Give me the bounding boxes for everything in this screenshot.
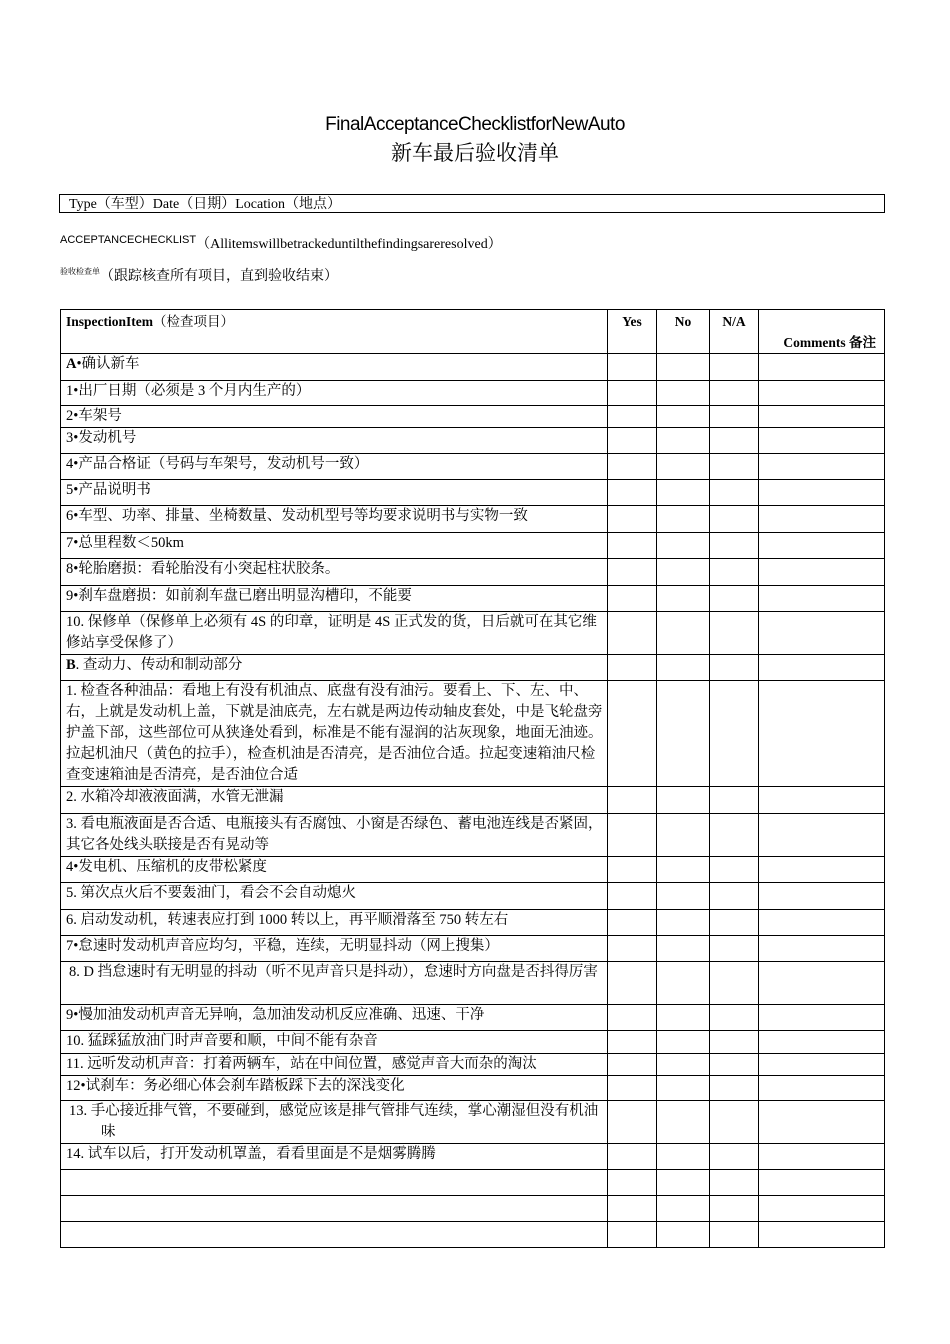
inspection-item-text: 8. D 挡怠速时有无明显的抖动（听不见声音只是抖动），怠速时方向盘是否抖得厉害: [69, 964, 598, 980]
na-cell[interactable]: [710, 1196, 759, 1222]
inspection-item-cell: [61, 787, 608, 814]
inspection-item-text: 13. 手心接近排气管，不要碰到，感觉应该是排气管排气连续，掌心潮湿但没有机油味: [69, 1103, 599, 1140]
yes-cell[interactable]: [608, 1076, 657, 1101]
inspection-item-text: 2•车架号: [66, 408, 122, 424]
inspection-item-cell: [61, 1031, 608, 1054]
comments-cell[interactable]: [759, 381, 885, 406]
na-cell[interactable]: [710, 406, 759, 428]
na-cell[interactable]: [710, 559, 759, 586]
header-no: No: [657, 310, 710, 354]
table-header-row: [61, 310, 885, 354]
inspection-item-cell: [61, 533, 608, 559]
table-row: [61, 454, 885, 480]
na-cell[interactable]: [710, 883, 759, 910]
inspection-item-text: 5•产品说明书: [66, 482, 151, 498]
comments-cell[interactable]: [759, 612, 885, 655]
table-row: [61, 586, 885, 612]
inspection-item-cell: [61, 962, 608, 1005]
yes-cell[interactable]: [608, 1005, 657, 1031]
na-cell[interactable]: [710, 586, 759, 612]
no-cell[interactable]: [657, 586, 710, 612]
na-cell[interactable]: [710, 1101, 759, 1144]
no-cell[interactable]: [657, 1101, 710, 1144]
na-cell[interactable]: [710, 354, 759, 381]
table-row: [61, 1101, 885, 1144]
inspection-item-text: 1. 检查各种油品：看地上有没有机油点、底盘有没有油污。要看上、下、左、中、右，上就是发动机上盖，下就是油底壳，左右就是两边传动轴皮套处，中是飞轮盘旁护盖下部，这些部位可从狭逢处看到，标准是不能有湿润的沾灰现象，地面无油迹。拉起机油尺（黄色的拉手），检查机油是否清亮，是否油位合适。拉起变速箱油尺检查变速箱油是否清亮，是否油位合适: [66, 683, 603, 783]
table-row: [61, 936, 885, 962]
table-row: [61, 1054, 885, 1076]
inspection-item-cell: [61, 1222, 608, 1248]
no-cell[interactable]: [657, 655, 710, 681]
acceptance-checklist-line: [60, 233, 502, 253]
table-row: [61, 883, 885, 910]
inspection-item-text: 9•慢加油发动机声音无异响，急加油发动机反应准确、迅速、干净: [66, 1007, 485, 1023]
na-cell[interactable]: [710, 787, 759, 814]
no-cell[interactable]: [657, 1144, 710, 1170]
comments-cell[interactable]: [759, 406, 885, 428]
no-cell[interactable]: [657, 910, 710, 936]
yes-cell[interactable]: [608, 962, 657, 1005]
table-row: [61, 1196, 885, 1222]
no-cell[interactable]: [657, 1031, 710, 1054]
no-cell[interactable]: [657, 1196, 710, 1222]
inspection-item-cell: [61, 883, 608, 910]
no-cell[interactable]: [657, 681, 710, 787]
comments-cell[interactable]: [759, 962, 885, 1005]
inspection-item-text: 10. 保修单（保修单上必须有 4S 的印章，证明是 4S 正式发的货，日后就可在其它维修站享受保修了）: [66, 614, 597, 651]
yes-cell[interactable]: [608, 480, 657, 506]
table-row: [61, 1170, 885, 1196]
na-cell[interactable]: [710, 1170, 759, 1196]
na-cell[interactable]: [710, 612, 759, 655]
yes-cell[interactable]: [608, 381, 657, 406]
inspection-item-text: 12•试刹车：务必细心体会刹车踏板踩下去的深浅变化: [66, 1078, 405, 1094]
comments-cell[interactable]: [759, 814, 885, 857]
inspection-checklist-table: [60, 309, 885, 1248]
no-cell[interactable]: [657, 814, 710, 857]
header-item-zh: （检查项目）: [153, 314, 234, 329]
section-letter: A: [66, 356, 77, 372]
no-cell[interactable]: [657, 1054, 710, 1076]
na-cell[interactable]: [710, 936, 759, 962]
table-row: [61, 814, 885, 857]
no-cell[interactable]: [657, 454, 710, 480]
na-cell[interactable]: [710, 454, 759, 480]
no-cell[interactable]: [657, 936, 710, 962]
comments-cell[interactable]: [759, 1005, 885, 1031]
table-row: [61, 1076, 885, 1101]
na-cell[interactable]: [710, 857, 759, 883]
type-date-location-box: [59, 194, 885, 213]
yes-cell[interactable]: [608, 454, 657, 480]
na-cell[interactable]: [710, 506, 759, 533]
comments-cell[interactable]: [759, 559, 885, 586]
inspection-item-text: 4•产品合格证（号码与车架号，发动机号一致）: [66, 456, 369, 472]
no-cell[interactable]: [657, 612, 710, 655]
table-row: [61, 962, 885, 1005]
comments-cell[interactable]: [759, 1170, 885, 1196]
inspection-item-text: . 查动力、传动和制动部分: [75, 657, 243, 673]
table-row: [61, 480, 885, 506]
yes-cell[interactable]: [608, 1144, 657, 1170]
no-cell[interactable]: [657, 1076, 710, 1101]
inspection-item-text: 7•怠速时发动机声音应均匀，平稳，连续，无明显抖动（网上搜集）: [66, 938, 499, 954]
header-yes: Yes: [608, 310, 657, 354]
table-row: [61, 1005, 885, 1031]
comments-cell[interactable]: [759, 1054, 885, 1076]
inspection-item-text: 5. 第次点火后不要轰油门，看会不会自动熄火: [66, 885, 356, 901]
no-cell[interactable]: [657, 962, 710, 1005]
na-cell[interactable]: [710, 428, 759, 454]
inspection-item-cell: [61, 559, 608, 586]
comments-cell[interactable]: [759, 506, 885, 533]
yes-cell[interactable]: [608, 354, 657, 381]
yes-cell[interactable]: [608, 883, 657, 910]
comments-cell[interactable]: [759, 480, 885, 506]
table-row: [61, 559, 885, 586]
na-cell[interactable]: [710, 1144, 759, 1170]
inspection-item-cell: [61, 1144, 608, 1170]
yes-cell[interactable]: [608, 1196, 657, 1222]
comments-cell[interactable]: [759, 681, 885, 787]
na-cell[interactable]: [710, 381, 759, 406]
comments-cell[interactable]: [759, 1101, 885, 1144]
no-cell[interactable]: [657, 381, 710, 406]
yes-cell[interactable]: [608, 936, 657, 962]
comments-cell[interactable]: [759, 936, 885, 962]
no-cell[interactable]: [657, 428, 710, 454]
inspection-item-text: 8•轮胎磨损：看轮胎没有小突起柱状胶条。: [66, 561, 340, 577]
comments-cell[interactable]: [759, 883, 885, 910]
na-cell[interactable]: [710, 655, 759, 681]
inspection-item-cell: [61, 1101, 608, 1144]
yes-cell[interactable]: [608, 814, 657, 857]
yes-cell[interactable]: [608, 559, 657, 586]
inspection-item-cell: [61, 406, 608, 428]
inspection-item-cell: [61, 681, 608, 787]
table-row: [61, 406, 885, 428]
header-item-en: InspectionItem: [66, 314, 153, 329]
yes-cell[interactable]: [608, 1054, 657, 1076]
inspection-item-cell: [61, 1005, 608, 1031]
page-title-english: FinalAcceptanceChecklistforNewAuto: [325, 114, 625, 135]
yes-cell[interactable]: [608, 910, 657, 936]
no-cell[interactable]: [657, 1170, 710, 1196]
table-row: [61, 381, 885, 406]
no-cell[interactable]: [657, 1222, 710, 1248]
inspection-item-cell: [61, 1054, 608, 1076]
table-row: [61, 428, 885, 454]
table-row: [61, 612, 885, 655]
comments-cell[interactable]: [759, 586, 885, 612]
comments-cell[interactable]: [759, 1222, 885, 1248]
header-comments: Comments 备注: [759, 310, 885, 354]
na-cell[interactable]: [710, 1076, 759, 1101]
yes-cell[interactable]: [608, 428, 657, 454]
yes-cell[interactable]: [608, 612, 657, 655]
inspection-item-cell: [61, 655, 608, 681]
header-na: N/A: [710, 310, 759, 354]
yes-cell[interactable]: [608, 857, 657, 883]
inspection-item-cell: [61, 910, 608, 936]
no-cell[interactable]: [657, 480, 710, 506]
inspection-item-cell: [61, 428, 608, 454]
na-cell[interactable]: [710, 1222, 759, 1248]
inspection-item-cell: [61, 612, 608, 655]
inspection-item-cell: [61, 480, 608, 506]
inspection-item-cell: [61, 354, 608, 381]
table-row: [61, 910, 885, 936]
inspection-item-text: 10. 猛踩猛放油门时声音要和顺，中间不能有杂音: [66, 1033, 378, 1049]
comments-cell[interactable]: [759, 857, 885, 883]
yes-cell[interactable]: [608, 1170, 657, 1196]
inspection-item-text: 4•发电机、压缩机的皮带松紧度: [66, 859, 267, 875]
inspection-item-text: 3•发动机号: [66, 430, 137, 446]
comments-cell[interactable]: [759, 1144, 885, 1170]
inspection-item-cell: [61, 814, 608, 857]
yes-cell[interactable]: [608, 506, 657, 533]
na-cell[interactable]: [710, 910, 759, 936]
comments-cell[interactable]: [759, 1196, 885, 1222]
comments-cell[interactable]: [759, 787, 885, 814]
na-cell[interactable]: [710, 814, 759, 857]
yes-cell[interactable]: [608, 1031, 657, 1054]
no-cell[interactable]: [657, 559, 710, 586]
acceptance-checklist-label: ACCEPTANCECHECKLIST: [60, 234, 197, 246]
no-cell[interactable]: [657, 857, 710, 883]
na-cell[interactable]: [710, 533, 759, 559]
table-row: [61, 655, 885, 681]
inspection-item-text: 3. 看电瓶液面是否合适、电瓶接头有否腐蚀、小窗是否绿色、蓄电池连线是否紧固，其它各处线头联接是否有晃动等: [66, 816, 603, 853]
table-row: [61, 681, 885, 787]
comments-cell[interactable]: [759, 533, 885, 559]
header-inspection-item: [61, 310, 608, 354]
comments-cell[interactable]: [759, 454, 885, 480]
inspection-item-cell: [61, 857, 608, 883]
no-cell[interactable]: [657, 883, 710, 910]
table-row: [61, 857, 885, 883]
na-cell[interactable]: [710, 1005, 759, 1031]
no-cell[interactable]: [657, 406, 710, 428]
inspection-item-cell: [61, 381, 608, 406]
yes-cell[interactable]: [608, 586, 657, 612]
inspection-item-cell: [61, 506, 608, 533]
comments-cell[interactable]: [759, 354, 885, 381]
yanshou-note: （跟踪核查所有项目，直到验收结束）: [100, 269, 338, 284]
table-row: [61, 354, 885, 381]
na-cell[interactable]: [710, 480, 759, 506]
section-letter: B: [66, 657, 76, 673]
comments-cell[interactable]: [759, 655, 885, 681]
inspection-item-text: 14. 试车以后，打开发动机罩盖，看看里面是不是烟雾腾腾: [66, 1146, 436, 1162]
table-row: [61, 506, 885, 533]
table-row: [61, 533, 885, 559]
inspection-item-cell: [61, 1170, 608, 1196]
inspection-item-text: 6•车型、功率、排量、坐椅数量、发动机型号等均要求说明书与实物一致: [66, 508, 528, 524]
na-cell[interactable]: [710, 1054, 759, 1076]
yes-cell[interactable]: [608, 787, 657, 814]
page-title-chinese: 新车最后验收清单: [391, 141, 559, 165]
yanshou-line: [60, 265, 338, 285]
no-cell[interactable]: [657, 506, 710, 533]
inspection-item-text: 6. 启动发动机，转速表应打到 1000 转以上，再平顺滑落至 750 转左右: [66, 912, 509, 928]
inspection-item-cell: [61, 936, 608, 962]
table-row: [61, 1222, 885, 1248]
inspection-item-text: •确认新车: [76, 356, 140, 372]
comments-cell[interactable]: [759, 428, 885, 454]
comments-cell[interactable]: [759, 1076, 885, 1101]
inspection-item-text: 1•出厂日期（必须是 3 个月内生产的）: [66, 383, 311, 399]
yes-cell[interactable]: [608, 533, 657, 559]
inspection-item-text: 9•刹车盘磨损：如前刹车盘已磨出明显沟槽印，不能要: [66, 588, 412, 604]
inspection-item-cell: [61, 1196, 608, 1222]
yes-cell[interactable]: [608, 681, 657, 787]
yes-cell[interactable]: [608, 1101, 657, 1144]
table-row: [61, 1031, 885, 1054]
comments-cell[interactable]: [759, 1031, 885, 1054]
na-cell[interactable]: [710, 1031, 759, 1054]
table-row: [61, 1144, 885, 1170]
type-date-location-label: Type（车型）Date（日期）Location（地点）: [69, 197, 341, 212]
inspection-item-text: 7•总里程数＜50km: [66, 535, 184, 551]
yanshou-label: 验收检查单: [60, 267, 100, 276]
inspection-item-cell: [61, 454, 608, 480]
comments-cell[interactable]: [759, 910, 885, 936]
yes-cell[interactable]: [608, 655, 657, 681]
table-row: [61, 787, 885, 814]
inspection-item-text: 2. 水箱冷却液液面满，水管无泄漏: [66, 789, 284, 805]
inspection-item-cell: [61, 586, 608, 612]
no-cell[interactable]: [657, 1005, 710, 1031]
no-cell[interactable]: [657, 533, 710, 559]
na-cell[interactable]: [710, 681, 759, 787]
na-cell[interactable]: [710, 962, 759, 1005]
inspection-item-cell: [61, 1076, 608, 1101]
acceptance-checklist-note: （Allitemswillbetrackeduntilthefindingsareresolved）: [196, 237, 502, 252]
no-cell[interactable]: [657, 354, 710, 381]
yes-cell[interactable]: [608, 406, 657, 428]
no-cell[interactable]: [657, 787, 710, 814]
yes-cell[interactable]: [608, 1222, 657, 1248]
inspection-item-text: 11. 远听发动机声音：打着两辆车，站在中间位置，感觉声音大而杂的淘汰: [66, 1056, 537, 1072]
